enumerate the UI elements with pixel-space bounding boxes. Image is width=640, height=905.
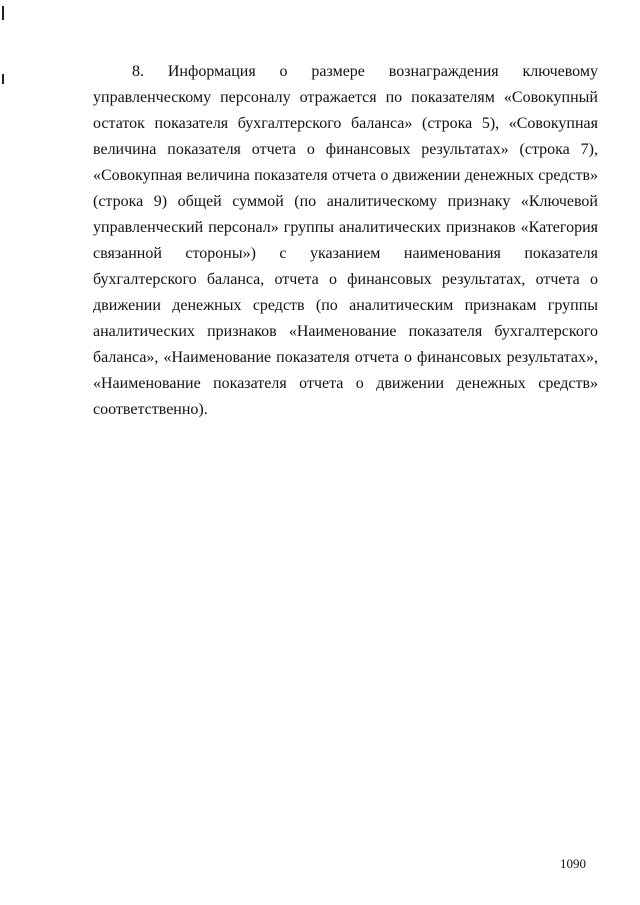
paragraph-8: 8. Информация о размере вознаграждения ключевому управленческому персоналу отражается по показателям «Совокупный остаток показателя бухгалтерского баланса» (строка 5), «Совокупная величина показателя отчета о финансовых результатах» (строка 7), «Совокупная величина показателя отчета о движении денежных средств» (строка 9) общей суммой (по аналитическому признаку «Ключевой управленческий персонал» группы аналитических признаков «Категория связанной стороны») с указанием наименования показателя бухгалтерского баланса, отчета о финансовых результатах, отчета о движении денежных средств (по аналитическим признакам группы аналитических признаков «Наименование показателя бухгалтерского баланса», «Наименование показателя отчета о финансовых результатах», «Наименование показателя отчета о движении денежных средств» соответственно). [93, 63, 598, 418]
margin-mark [2, 74, 4, 84]
page-number: 1090 [560, 856, 586, 871]
margin-mark [2, 6, 4, 20]
